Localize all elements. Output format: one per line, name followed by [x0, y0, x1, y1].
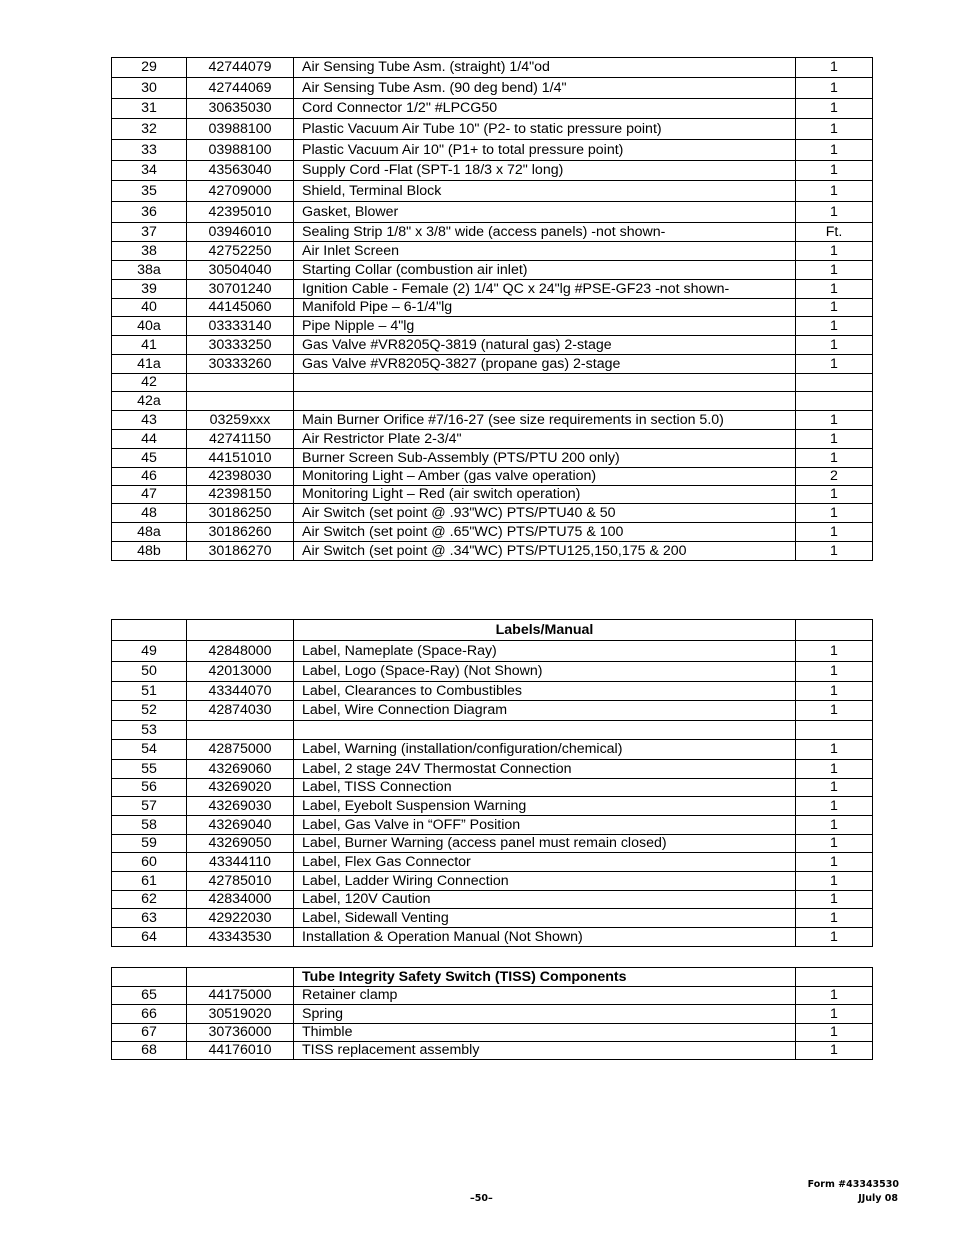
table-row	[112, 909, 873, 928]
part-number-cell	[187, 392, 294, 411]
description-cell: Label, Wire Connection Diagram	[294, 701, 796, 721]
item-number-cell: 53	[112, 721, 187, 740]
table-row	[112, 58, 873, 78]
part-number-cell: 03988100	[187, 119, 294, 140]
table-row	[112, 1024, 873, 1042]
quantity-cell: 1	[796, 779, 873, 797]
quantity-cell: 1	[796, 242, 873, 261]
part-number-cell: 42709000	[187, 181, 294, 202]
item-number-cell: 49	[112, 641, 187, 662]
item-number-cell: 32	[112, 119, 187, 140]
part-number-cell: 43269030	[187, 797, 294, 816]
quantity-cell: 1	[796, 504, 873, 523]
description-cell	[294, 721, 796, 740]
table-row	[112, 202, 873, 223]
item-number-cell: 48b	[112, 542, 187, 561]
table-row	[112, 299, 873, 317]
description-cell: Supply Cord -Flat (SPT-1 18/3 x 72" long)	[294, 161, 796, 181]
part-number-cell: 44151010	[187, 449, 294, 468]
part-number-cell: 30701240	[187, 280, 294, 299]
item-number-cell: 67	[112, 1024, 187, 1042]
quantity-cell: 1	[796, 891, 873, 909]
description-cell: Gas Valve #VR8205Q-3819 (natural gas) 2-stage	[294, 336, 796, 355]
quantity-cell: 1	[796, 317, 873, 336]
item-number-cell: 54	[112, 740, 187, 760]
table-row	[112, 504, 873, 523]
quantity-cell: 1	[796, 119, 873, 140]
parts-table-body	[112, 620, 873, 947]
table-row	[112, 161, 873, 181]
part-number-cell: 44176010	[187, 1042, 294, 1060]
table-row	[112, 430, 873, 449]
quantity-cell: 1	[796, 280, 873, 299]
quantity-cell: 1	[796, 58, 873, 78]
quantity-cell: 1	[796, 1042, 873, 1060]
description-cell	[294, 374, 796, 392]
description-cell: Spring	[294, 1005, 796, 1024]
quantity-cell: 1	[796, 816, 873, 835]
quantity-cell: 1	[796, 99, 873, 119]
item-number-cell: 55	[112, 760, 187, 779]
item-number-cell: 62	[112, 891, 187, 909]
description-cell: Label, Gas Valve in “OFF” Position	[294, 816, 796, 835]
table-row	[112, 336, 873, 355]
table-row	[112, 721, 873, 740]
labels-manual-table	[111, 619, 873, 947]
part-number-cell: 44145060	[187, 299, 294, 317]
description-cell: Main Burner Orifice #7/16-27 (see size requirements in section 5.0)	[294, 411, 796, 430]
description-cell: Label, Sidewall Venting	[294, 909, 796, 928]
description-cell: Label, 2 stage 24V Thermostat Connection	[294, 760, 796, 779]
item-number-cell: 47	[112, 486, 187, 504]
item-number-cell: 29	[112, 58, 187, 78]
description-cell: Air Sensing Tube Asm. (90 deg bend) 1/4"	[294, 78, 796, 99]
item-number-cell: 51	[112, 682, 187, 701]
part-number-cell: 30186260	[187, 523, 294, 542]
part-number-cell: 42744069	[187, 78, 294, 99]
description-cell: Label, Clearances to Combustibles	[294, 682, 796, 701]
part-number-cell: 42398150	[187, 486, 294, 504]
part-number-cell: 42848000	[187, 641, 294, 662]
quantity-cell: 1	[796, 161, 873, 181]
item-number-cell: 65	[112, 987, 187, 1005]
description-cell: Gasket, Blower	[294, 202, 796, 223]
description-cell: Ignition Cable - Female (2) 1/4" QC x 24"lg #PSE-GF23 -not shown-	[294, 280, 796, 299]
heading-blank-cell	[112, 968, 187, 987]
item-number-cell: 39	[112, 280, 187, 299]
item-number-cell: 58	[112, 816, 187, 835]
quantity-cell: 1	[796, 1005, 873, 1024]
part-number-cell: 42922030	[187, 909, 294, 928]
table-row	[112, 701, 873, 721]
description-cell: Retainer clamp	[294, 987, 796, 1005]
quantity-cell: 1	[796, 853, 873, 872]
heading-blank-cell	[796, 968, 873, 987]
parts-table-main	[111, 57, 873, 561]
part-number-cell: 42398030	[187, 468, 294, 486]
part-number-cell: 43269050	[187, 835, 294, 853]
quantity-cell: 1	[796, 430, 873, 449]
item-number-cell: 43	[112, 411, 187, 430]
description-cell: Label, TISS Connection	[294, 779, 796, 797]
item-number-cell: 61	[112, 872, 187, 891]
description-cell: Air Sensing Tube Asm. (straight) 1/4"od	[294, 58, 796, 78]
part-number-cell: 42741150	[187, 430, 294, 449]
item-number-cell: 44	[112, 430, 187, 449]
quantity-cell: 1	[796, 662, 873, 682]
part-number-cell: 30186250	[187, 504, 294, 523]
description-cell: Label, Warning (installation/configuration/chemical)	[294, 740, 796, 760]
part-number-cell: 43563040	[187, 161, 294, 181]
table-row	[112, 682, 873, 701]
quantity-cell: 1	[796, 449, 873, 468]
heading-blank-cell	[187, 968, 294, 987]
table-row	[112, 223, 873, 242]
item-number-cell: 57	[112, 797, 187, 816]
part-number-cell: 03259xxx	[187, 411, 294, 430]
table-row	[112, 760, 873, 779]
parts-table-body	[112, 58, 873, 561]
description-cell: Label, Logo (Space-Ray) (Not Shown)	[294, 662, 796, 682]
quantity-cell: 1	[796, 299, 873, 317]
description-cell: Air Switch (set point @ .34"WC) PTS/PTU125,150,175 & 200	[294, 542, 796, 561]
quantity-cell	[796, 721, 873, 740]
table-row	[112, 928, 873, 947]
heading-blank-cell	[187, 620, 294, 641]
quantity-cell: 1	[796, 928, 873, 947]
item-number-cell: 38a	[112, 261, 187, 280]
quantity-cell: 1	[796, 336, 873, 355]
item-number-cell: 31	[112, 99, 187, 119]
quantity-cell: 1	[796, 641, 873, 662]
item-number-cell: 56	[112, 779, 187, 797]
form-number: Form #43343530	[807, 1179, 899, 1190]
part-number-cell: 42744079	[187, 58, 294, 78]
table-row	[112, 392, 873, 411]
table-heading-row	[112, 620, 873, 641]
quantity-cell: 1	[796, 486, 873, 504]
table-row	[112, 411, 873, 430]
table-row	[112, 99, 873, 119]
description-cell: TISS replacement assembly	[294, 1042, 796, 1060]
description-cell: Monitoring Light – Amber (gas valve operation)	[294, 468, 796, 486]
description-cell: Sealing Strip 1/8" x 3/8" wide (access panels) -not shown-	[294, 223, 796, 242]
table-row	[112, 740, 873, 760]
description-cell: Label, Nameplate (Space-Ray)	[294, 641, 796, 662]
description-cell: Label, Ladder Wiring Connection	[294, 872, 796, 891]
description-cell: Thimble	[294, 1024, 796, 1042]
description-cell: Shield, Terminal Block	[294, 181, 796, 202]
heading-blank-cell	[796, 620, 873, 641]
quantity-cell: 1	[796, 411, 873, 430]
quantity-cell: 1	[796, 355, 873, 374]
table-row	[112, 280, 873, 299]
table-row	[112, 486, 873, 504]
part-number-cell: 43344110	[187, 853, 294, 872]
table-row	[112, 853, 873, 872]
section-heading: Tube Integrity Safety Switch (TISS) Components	[294, 968, 796, 987]
quantity-cell: 1	[796, 202, 873, 223]
quantity-cell: 1	[796, 835, 873, 853]
heading-blank-cell	[112, 620, 187, 641]
description-cell: Label, Eyebolt Suspension Warning	[294, 797, 796, 816]
quantity-cell: 1	[796, 682, 873, 701]
table-row	[112, 119, 873, 140]
description-cell: Installation & Operation Manual (Not Shown)	[294, 928, 796, 947]
description-cell: Cord Connector 1/2" #LPCG50	[294, 99, 796, 119]
description-cell: Monitoring Light – Red (air switch operation)	[294, 486, 796, 504]
item-number-cell: 41	[112, 336, 187, 355]
item-number-cell: 64	[112, 928, 187, 947]
item-number-cell: 40a	[112, 317, 187, 336]
part-number-cell: 43269040	[187, 816, 294, 835]
quantity-cell: 1	[796, 909, 873, 928]
description-cell: Burner Screen Sub-Assembly (PTS/PTU 200 only)	[294, 449, 796, 468]
table-row	[112, 468, 873, 486]
table-row	[112, 542, 873, 561]
part-number-cell: 43344070	[187, 682, 294, 701]
part-number-cell: 03988100	[187, 140, 294, 161]
quantity-cell: 1	[796, 78, 873, 99]
table-row	[112, 1005, 873, 1024]
item-number-cell: 42a	[112, 392, 187, 411]
part-number-cell: 03333140	[187, 317, 294, 336]
item-number-cell: 35	[112, 181, 187, 202]
part-number-cell: 42013000	[187, 662, 294, 682]
item-number-cell: 37	[112, 223, 187, 242]
table-row	[112, 78, 873, 99]
description-cell: Air Switch (set point @ .93"WC) PTS/PTU40 & 50	[294, 504, 796, 523]
item-number-cell: 36	[112, 202, 187, 223]
description-cell: Plastic Vacuum Air Tube 10" (P2- to static pressure point)	[294, 119, 796, 140]
table-row	[112, 449, 873, 468]
item-number-cell: 50	[112, 662, 187, 682]
part-number-cell: 42875000	[187, 740, 294, 760]
part-number-cell: 03946010	[187, 223, 294, 242]
tiss-components-table	[111, 967, 873, 1060]
part-number-cell: 42785010	[187, 872, 294, 891]
quantity-cell: 1	[796, 523, 873, 542]
description-cell: Air Switch (set point @ .65"WC) PTS/PTU75 & 100	[294, 523, 796, 542]
item-number-cell: 34	[112, 161, 187, 181]
table-row	[112, 662, 873, 682]
part-number-cell: 42395010	[187, 202, 294, 223]
item-number-cell: 48a	[112, 523, 187, 542]
table-row	[112, 355, 873, 374]
part-number-cell: 43269020	[187, 779, 294, 797]
description-cell: Label, Burner Warning (access panel must remain closed)	[294, 835, 796, 853]
section-heading: Labels/Manual	[294, 620, 796, 641]
item-number-cell: 63	[112, 909, 187, 928]
item-number-cell: 30	[112, 78, 187, 99]
item-number-cell: 42	[112, 374, 187, 392]
quantity-cell: 1	[796, 140, 873, 161]
part-number-cell: 42834000	[187, 891, 294, 909]
item-number-cell: 46	[112, 468, 187, 486]
table-row	[112, 317, 873, 336]
part-number-cell: 30333260	[187, 355, 294, 374]
table-row	[112, 816, 873, 835]
parts-table-body	[112, 968, 873, 1060]
description-cell: Air Inlet Screen	[294, 242, 796, 261]
table-heading-row	[112, 968, 873, 987]
description-cell	[294, 392, 796, 411]
quantity-cell	[796, 392, 873, 411]
description-cell: Label, 120V Caution	[294, 891, 796, 909]
table-row	[112, 140, 873, 161]
quantity-cell: 1	[796, 181, 873, 202]
quantity-cell: 1	[796, 760, 873, 779]
table-row	[112, 261, 873, 280]
table-row	[112, 523, 873, 542]
part-number-cell: 30519020	[187, 1005, 294, 1024]
item-number-cell: 66	[112, 1005, 187, 1024]
quantity-cell: 1	[796, 1024, 873, 1042]
quantity-cell: 1	[796, 701, 873, 721]
quantity-cell: 2	[796, 468, 873, 486]
item-number-cell: 45	[112, 449, 187, 468]
revision-date: JJuly 08	[858, 1193, 898, 1204]
part-number-cell	[187, 721, 294, 740]
quantity-cell: Ft.	[796, 223, 873, 242]
table-row	[112, 242, 873, 261]
table-row	[112, 872, 873, 891]
part-number-cell	[187, 374, 294, 392]
table-row	[112, 891, 873, 909]
item-number-cell: 52	[112, 701, 187, 721]
table-row	[112, 987, 873, 1005]
part-number-cell: 30736000	[187, 1024, 294, 1042]
description-cell: Manifold Pipe – 6-1/4"lg	[294, 299, 796, 317]
part-number-cell: 30635030	[187, 99, 294, 119]
description-cell: Plastic Vacuum Air 10" (P1+ to total pressure point)	[294, 140, 796, 161]
item-number-cell: 38	[112, 242, 187, 261]
quantity-cell: 1	[796, 261, 873, 280]
quantity-cell: 1	[796, 987, 873, 1005]
description-cell: Starting Collar (combustion air inlet)	[294, 261, 796, 280]
part-number-cell: 42874030	[187, 701, 294, 721]
quantity-cell: 1	[796, 740, 873, 760]
table-row	[112, 181, 873, 202]
table-row	[112, 797, 873, 816]
item-number-cell: 59	[112, 835, 187, 853]
table-row	[112, 779, 873, 797]
table-row	[112, 1042, 873, 1060]
part-number-cell: 42752250	[187, 242, 294, 261]
part-number-cell: 30186270	[187, 542, 294, 561]
quantity-cell: 1	[796, 542, 873, 561]
quantity-cell: 1	[796, 797, 873, 816]
quantity-cell	[796, 374, 873, 392]
table-row	[112, 374, 873, 392]
description-cell: Gas Valve #VR8205Q-3827 (propane gas) 2-stage	[294, 355, 796, 374]
table-row	[112, 835, 873, 853]
quantity-cell: 1	[796, 872, 873, 891]
description-cell: Air Restrictor Plate 2-3/4"	[294, 430, 796, 449]
table-row	[112, 641, 873, 662]
item-number-cell: 68	[112, 1042, 187, 1060]
item-number-cell: 48	[112, 504, 187, 523]
item-number-cell: 41a	[112, 355, 187, 374]
part-number-cell: 43343530	[187, 928, 294, 947]
part-number-cell: 30504040	[187, 261, 294, 280]
part-number-cell: 43269060	[187, 760, 294, 779]
description-cell: Pipe Nipple – 4"lg	[294, 317, 796, 336]
item-number-cell: 33	[112, 140, 187, 161]
part-number-cell: 30333250	[187, 336, 294, 355]
item-number-cell: 60	[112, 853, 187, 872]
part-number-cell: 44175000	[187, 987, 294, 1005]
description-cell: Label, Flex Gas Connector	[294, 853, 796, 872]
item-number-cell: 40	[112, 299, 187, 317]
page-number: –50–	[470, 1193, 493, 1204]
